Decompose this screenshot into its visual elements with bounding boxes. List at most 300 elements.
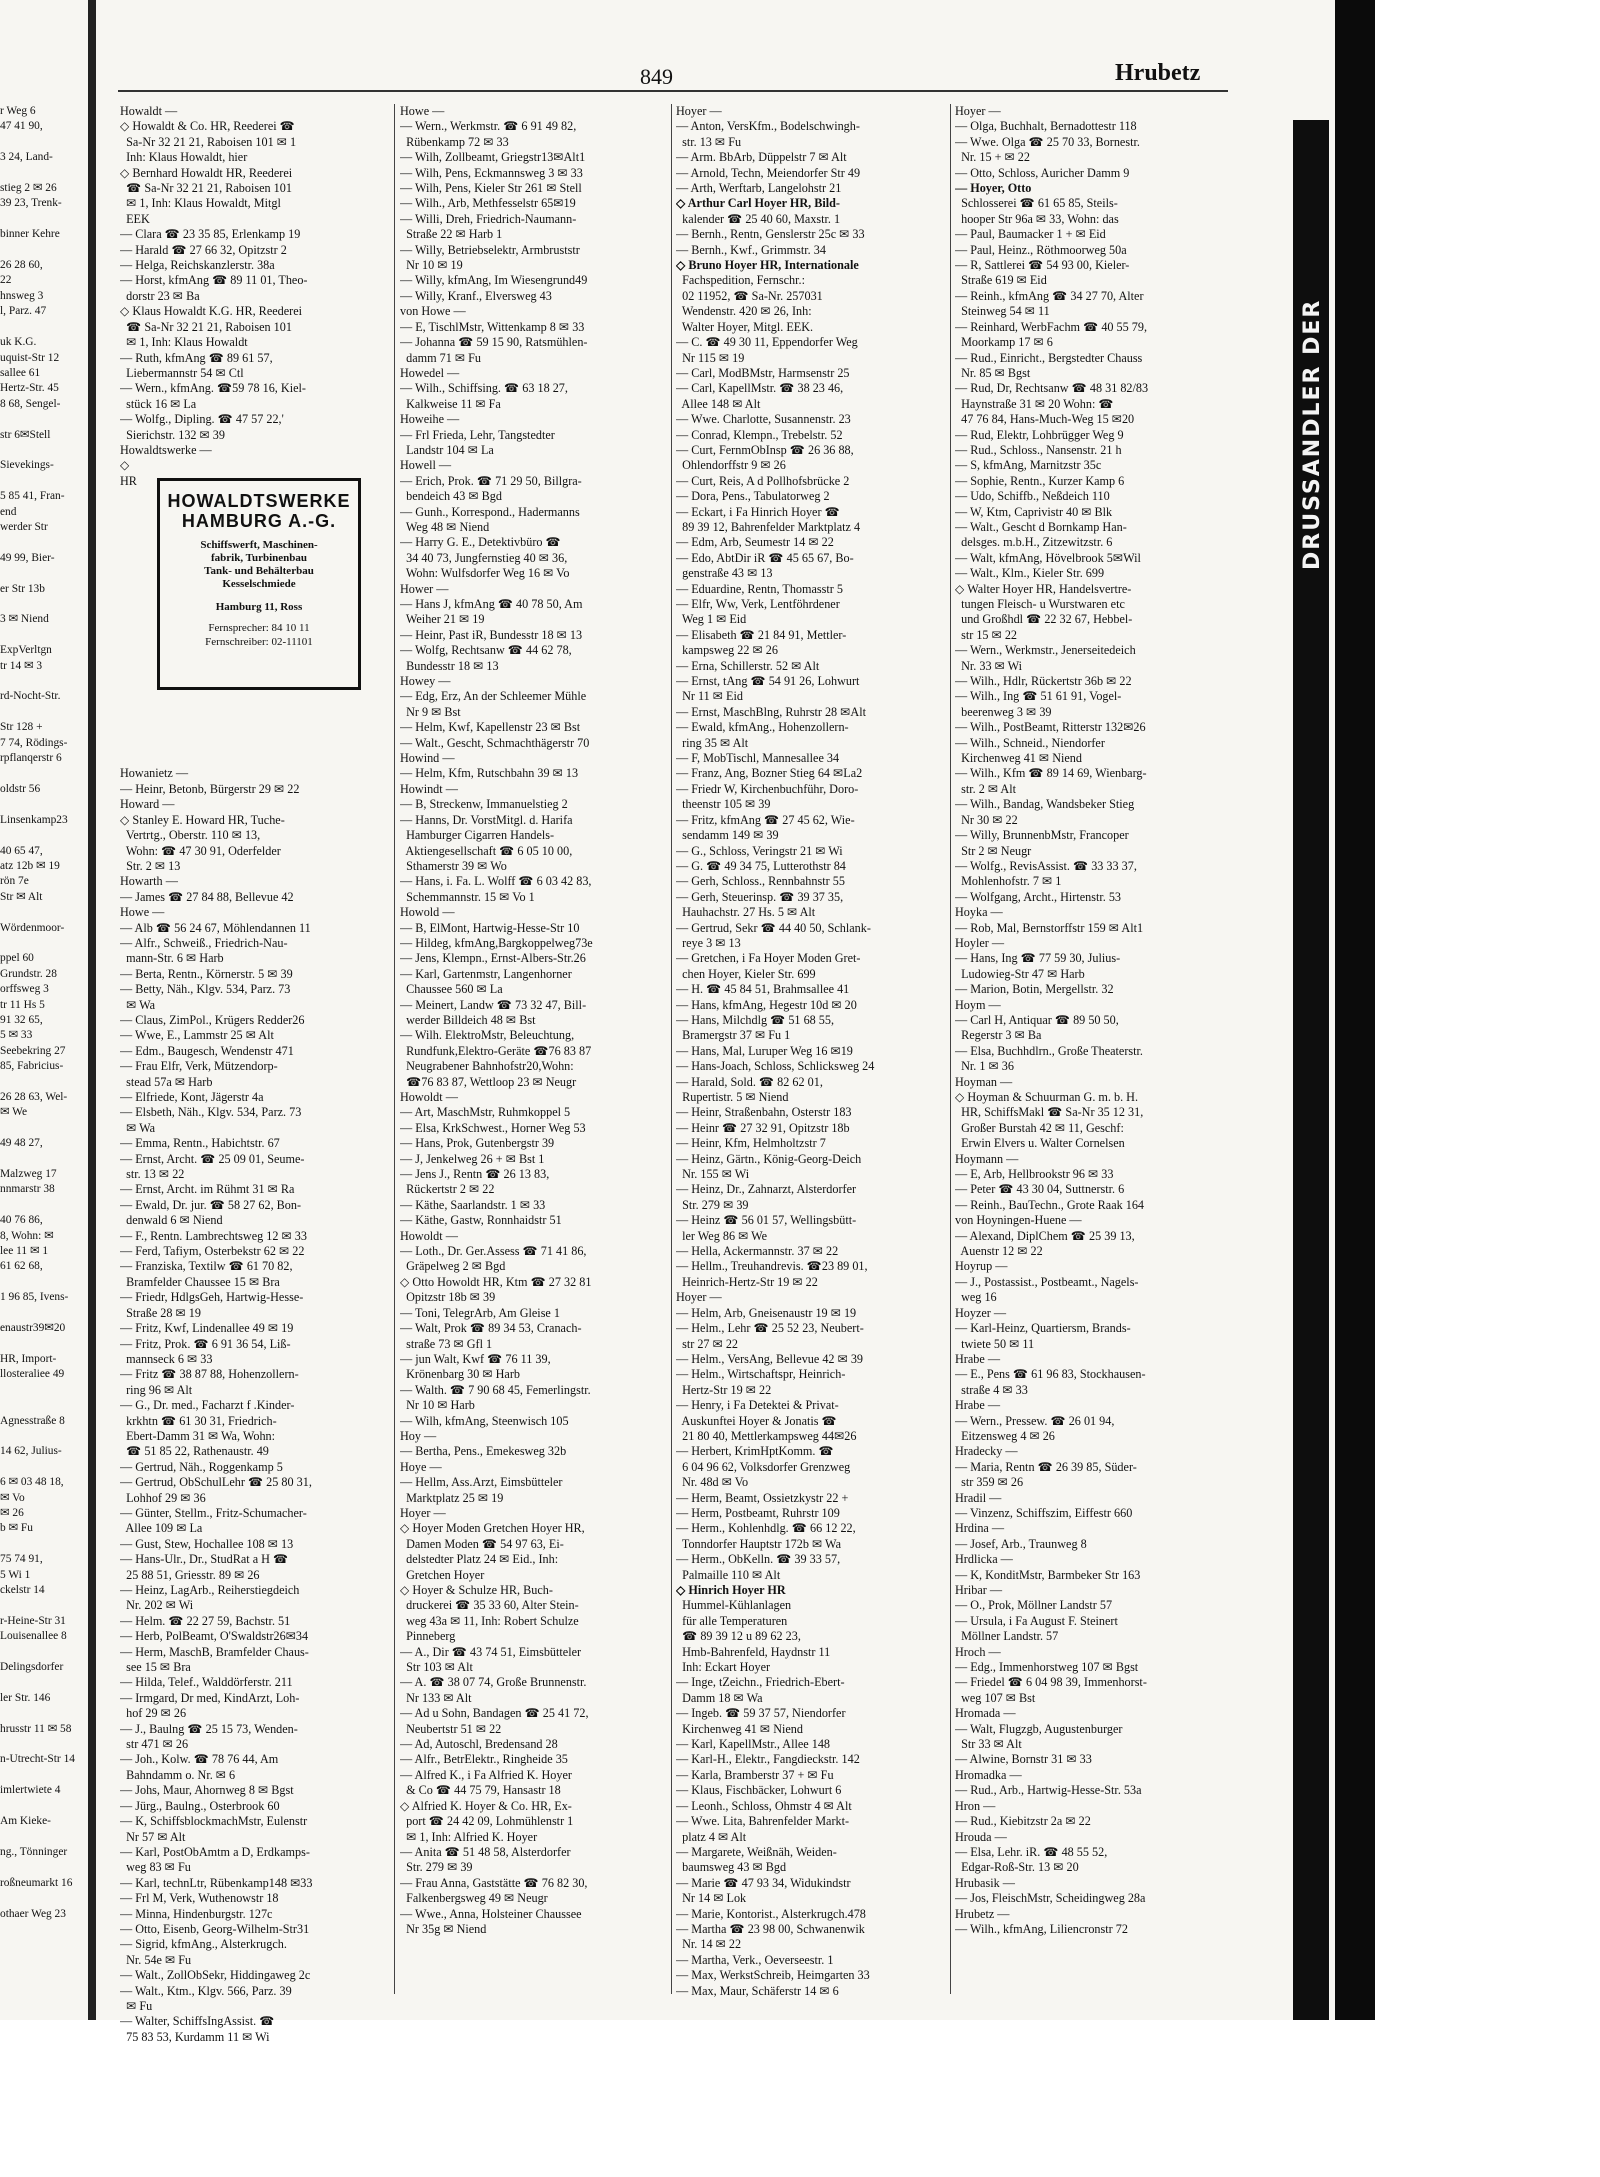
directory-entry-line: — Gerh, Steuerinsp. ☎ 39 37 35, bbox=[676, 889, 844, 904]
directory-entry-line bbox=[0, 1398, 86, 1413]
directory-entry-line: Wendenstr. 420 ✉ 26, Inh: bbox=[676, 304, 812, 319]
directory-entry-line: — Elsa, Lehr. iR. ☎ 48 55 52, bbox=[955, 1844, 1108, 1859]
directory-entry-line: Str 103 ✉ Alt bbox=[400, 1660, 473, 1675]
directory-entry-line bbox=[0, 1799, 86, 1814]
directory-entry-line: 5 85 41, Fran- bbox=[0, 490, 65, 503]
directory-entry-line: Gräpelweg 2 ✉ Bgd bbox=[400, 1259, 506, 1274]
directory-entry-line: — Anton, VersKfm., Bodelschwingh- bbox=[676, 119, 860, 134]
directory-entry-line: — Wwe. Lita, Bahrenfelder Markt- bbox=[676, 1814, 850, 1829]
directory-entry-line: ◇ Hoyman & Schuurman G. m. b. H. bbox=[955, 1090, 1139, 1104]
directory-entry-line: — Willy, Betriebselektr, Armbruststr bbox=[400, 242, 580, 257]
directory-entry-line: — Heinr ☎ 27 32 91, Opitzstr 18b bbox=[676, 1120, 850, 1135]
directory-entry-line bbox=[0, 628, 86, 643]
directory-entry-line: Damm 18 ✉ Wa bbox=[676, 1690, 763, 1705]
directory-entry-line: — Alfr., Schweiß., Friedrich-Nau- bbox=[120, 935, 288, 950]
directory-entry-line: — Herm, Beamt, Ossietzkystr 22 + bbox=[676, 1490, 849, 1505]
directory-entry-line: 61 62 68, bbox=[0, 1260, 43, 1273]
directory-entry-line bbox=[0, 1275, 86, 1290]
directory-entry-line: — Karl, PostObAmtm a D, Erdkamps- bbox=[120, 1844, 310, 1859]
directory-entry-line: — Hans, Ing ☎ 77 59 30, Julius- bbox=[955, 951, 1121, 966]
directory-entry-line: — Clara ☎ 23 35 85, Erlenkamp 19 bbox=[120, 227, 301, 242]
directory-entry-line bbox=[0, 674, 86, 689]
directory-entry-line: — Hilda, Telef., Walddörferstr. 211 bbox=[120, 1675, 293, 1690]
directory-entry-line bbox=[0, 1598, 86, 1613]
directory-entry-line: — Ernst, MaschBlng, Ruhrstr 28 ✉Alt bbox=[676, 704, 866, 719]
scan-border bbox=[1335, 0, 1375, 2020]
directory-entry-line: Nr 10 ✉ Harb bbox=[400, 1398, 475, 1413]
directory-entry-line: werder Billdeich 48 ✉ Bst bbox=[400, 1012, 536, 1027]
directory-entry-line: — Ewald, Dr. jur. ☎ 58 27 62, Bon- bbox=[120, 1197, 302, 1212]
directory-entry-line: — Hans J, kfmAng ☎ 40 78 50, Am bbox=[400, 597, 583, 611]
directory-entry-line: Weg 48 ✉ Niend bbox=[400, 519, 490, 534]
directory-entry-line: str 27 ✉ 22 bbox=[676, 1336, 739, 1351]
directory-entry-line: — Dora, Pens., Tabulatorweg 2 bbox=[676, 489, 830, 504]
directory-entry-line: ◇ Walter Hoyer HR, Handelsvertre- bbox=[955, 581, 1132, 596]
directory-entry-line: Inh: Eckart Hoyer bbox=[676, 1660, 771, 1675]
directory-entry-line: Rupertistr. 5 ✉ Niend bbox=[676, 1090, 789, 1104]
directory-entry-line: Hoyka — bbox=[955, 905, 1003, 920]
ad-title: HOWALDTSWERKE HAMBURG A.-G. bbox=[167, 491, 351, 531]
directory-entry-line: — J., Postassist., Postbeamt., Nagels- bbox=[955, 1274, 1139, 1289]
directory-entry-line: HR bbox=[120, 473, 137, 488]
directory-entry-line: str. 13 ✉ Fu bbox=[676, 134, 742, 149]
directory-entry-line: — Emma, Rentn., Habichtstr. 67 bbox=[120, 1136, 280, 1151]
directory-entry-line: — Martha, Verk., Oeverseestr. 1 bbox=[676, 1952, 834, 1967]
directory-entry-line: — B, Streckenw, Immanuelstieg 2 bbox=[400, 797, 568, 812]
directory-entry-line: Hoyer — bbox=[676, 104, 722, 118]
directory-entry-line bbox=[0, 1121, 86, 1136]
directory-entry-line: — Walt, kfmAng, Hövelbrook 5✉Wil bbox=[955, 550, 1141, 565]
directory-entry-line: bendeich 43 ✉ Bgd bbox=[400, 489, 502, 504]
directory-entry-line: — A. ☎ 38 07 74, Große Brunnenstr. bbox=[400, 1675, 587, 1690]
directory-entry-line: ckelstr 14 bbox=[0, 1584, 45, 1596]
directory-entry-line: — Frl M, Verk, Wuthenowstr 18 bbox=[120, 1891, 279, 1906]
directory-entry-line: — Marie ☎ 47 93 34, Widukindstr bbox=[676, 1875, 851, 1890]
directory-entry-line: — Johs, Maur, Ahornweg 8 ✉ Bgst bbox=[120, 1783, 294, 1798]
directory-entry-line: — Elfr, Ww, Verk, Lentföhrdener bbox=[676, 597, 840, 611]
directory-entry-line: — Helm., Lehr ☎ 25 52 23, Neubert- bbox=[676, 1321, 864, 1336]
directory-entry-line: — Ernst, Archt. im Rühmt 31 ✉ Ra bbox=[120, 1182, 295, 1197]
directory-entry-line: — Hellm, Ass.Arzt, Eimsbütteler bbox=[400, 1475, 563, 1490]
directory-entry-line: — Ursula, i Fa August F. Steinert bbox=[955, 1613, 1118, 1628]
directory-entry-line bbox=[0, 905, 86, 920]
directory-entry-line: 6 04 96 62, Volksdorfer Grenzweg bbox=[676, 1459, 851, 1474]
directory-entry-line: Pinneberg bbox=[400, 1629, 456, 1644]
directory-entry-line: straße 4 ✉ 33 bbox=[955, 1382, 1028, 1397]
directory-entry-line bbox=[120, 720, 390, 735]
directory-entry-line: — Gust, Stew, Hochallee 108 ✉ 13 bbox=[120, 1536, 294, 1551]
directory-entry-line: — Ingeb. ☎ 59 37 57, Niendorfer bbox=[676, 1706, 846, 1721]
directory-entry-line bbox=[0, 597, 86, 612]
directory-entry-line: rön 7e bbox=[0, 875, 29, 888]
directory-entry-line: Howarth — bbox=[120, 874, 178, 889]
directory-entry-line: Landstr 104 ✉ La bbox=[400, 442, 494, 457]
directory-entry-line: — Karl-Heinz, Quartiersm, Brands- bbox=[955, 1321, 1131, 1336]
directory-entry-line: ng., Tönninger bbox=[0, 1845, 68, 1858]
directory-entry-line: — K, KonditMstr, Barmbeker Str 163 bbox=[955, 1567, 1141, 1582]
directory-entry-line: Hoyler — bbox=[955, 935, 1005, 950]
directory-entry-line: 25 88 51, Griesstr. 89 ✉ 26 bbox=[120, 1567, 260, 1582]
directory-entry-line: — Willy, Kranf., Elversweg 43 bbox=[400, 288, 552, 303]
directory-entry-line: — Elsa, Buchhdlrn., Große Theaterstr. bbox=[955, 1043, 1143, 1058]
directory-entry-line: Howold — bbox=[400, 905, 455, 920]
directory-entry-line: Tonndorfer Hauptstr 172b ✉ Wa bbox=[676, 1536, 841, 1551]
directory-entry-line bbox=[0, 1537, 86, 1552]
directory-entry-line: ◇ Arthur Carl Hoyer HR, Bild- bbox=[676, 196, 840, 211]
directory-entry-line: er Str 13b bbox=[0, 582, 45, 595]
directory-entry-line: 8 68, Sengel- bbox=[0, 397, 61, 410]
directory-entry-line: Kirchenweg 41 ✉ Niend bbox=[676, 1721, 803, 1736]
directory-entry-line bbox=[0, 135, 86, 150]
directory-entry-line: — Rud., Einricht., Bergstedter Chauss bbox=[955, 350, 1143, 365]
directory-entry-line: — Karl, Gartenmstr, Langenhorner bbox=[400, 966, 572, 981]
directory-entry-line: 40 76 86, bbox=[0, 1214, 43, 1227]
directory-entry-line: Str. 279 ✉ 39 bbox=[676, 1197, 749, 1212]
directory-entry-line: ☎ 89 39 12 u 89 62 23, bbox=[676, 1629, 801, 1644]
directory-entry-line: chen Hoyer, Kieler Str. 699 bbox=[676, 966, 816, 981]
directory-entry-line bbox=[0, 1830, 86, 1845]
directory-entry-line: ExpVerltgn bbox=[0, 644, 52, 657]
directory-entry-line: — Berta, Rentn., Körnerstr. 5 ✉ 39 bbox=[120, 966, 293, 981]
directory-entry-line: ☎ 51 85 22, Rathenaustr. 49 bbox=[120, 1444, 269, 1459]
directory-entry-line: Seebekring 27 bbox=[0, 1044, 66, 1057]
directory-entry-line: ✉ Vo bbox=[0, 1491, 25, 1504]
directory-entry-line: und Großhdl ☎ 22 32 67, Hebbel- bbox=[955, 612, 1133, 627]
directory-entry-line: delstedter Platz 24 ✉ Eid., Inh: bbox=[400, 1552, 559, 1567]
directory-entry-line: hnsweg 3 bbox=[0, 289, 44, 302]
directory-entry-line: str 6✉Stell bbox=[0, 428, 51, 441]
directory-entry-line: — Rob, Mal, Bernstorffstr 159 ✉ Alt1 bbox=[955, 920, 1144, 935]
directory-entry-line: Nr. 202 ✉ Wi bbox=[120, 1598, 194, 1613]
directory-entry-line: — Max, WerkstSchreib, Heimgarten 33 bbox=[676, 1968, 870, 1983]
directory-entry-line: — Herm, Postbeamt, Ruhrstr 109 bbox=[676, 1505, 840, 1520]
directory-entry-line: Howoldt — bbox=[400, 1228, 458, 1243]
directory-entry-line: ler Weg 86 ✉ We bbox=[676, 1228, 768, 1243]
directory-entry-line: Nr 35g ✉ Niend bbox=[400, 1921, 487, 1936]
directory-entry-line: für alle Temperaturen bbox=[676, 1613, 788, 1628]
directory-entry-line: — Heinz ☎ 56 01 57, Wellingsbütt- bbox=[676, 1213, 857, 1228]
directory-entry-line: — Udo, Schiffb., Neßdeich 110 bbox=[955, 489, 1110, 504]
directory-entry-line: genstraße 43 ✉ 13 bbox=[676, 566, 773, 581]
directory-entry-line: ppel 60 bbox=[0, 952, 34, 965]
directory-entry-line: — Wolfgang, Archt., Hirtenstr. 53 bbox=[955, 889, 1122, 904]
directory-entry-line: stück 16 ✉ La bbox=[120, 396, 197, 411]
directory-entry-line: Hoyzer — bbox=[955, 1305, 1007, 1320]
directory-entry-line: 47 76 84, Hans-Much-Weg 15 ✉20 bbox=[955, 412, 1135, 427]
directory-entry-line: — F, MobTischl, Mannesallee 34 bbox=[676, 751, 840, 766]
directory-entry-line bbox=[0, 828, 86, 843]
directory-entry-line: Hoym — bbox=[955, 997, 1001, 1012]
directory-entry-line: Marktplatz 25 ✉ 19 bbox=[400, 1490, 504, 1505]
directory-entry-line: — Leonh., Schloss, Ohmstr 4 ✉ Alt bbox=[676, 1798, 852, 1813]
directory-entry-line: sallee 61 bbox=[0, 366, 41, 379]
directory-entry-line: HR, Import- bbox=[0, 1352, 57, 1365]
directory-entry-line: Howe — bbox=[400, 104, 445, 118]
directory-entry-line: Wohn: Wulfsdorfer Weg 16 ✉ Vo bbox=[400, 566, 570, 581]
column-divider bbox=[950, 104, 951, 1994]
directory-entry-line: — Harald, Sold. ☎ 82 62 01, bbox=[676, 1074, 823, 1089]
directory-entry-line: — J, Jenkelweg 26 + ✉ Bst 1 bbox=[400, 1151, 545, 1166]
directory-entry-line: — Ewald, kfmAng., Hohenzollern- bbox=[676, 720, 849, 735]
howaldtswerke-advertisement bbox=[157, 478, 361, 690]
directory-entry-line: Sa-Nr 32 21 21, Raboisen 101 ✉ 1 bbox=[120, 134, 297, 149]
directory-entry-line: lee 11 ✉ 1 bbox=[0, 1245, 49, 1258]
directory-entry-line: — Wilh., kfmAng, Liliencronstr 72 bbox=[955, 1921, 1128, 1936]
directory-entry-line bbox=[0, 1383, 86, 1398]
directory-entry-line: — Hellm., Treuhandrevis. ☎23 89 01, bbox=[676, 1259, 868, 1274]
directory-entry-line bbox=[0, 243, 86, 258]
directory-entry-line: — Hanns, Dr. VorstMitgl. d. Harifa bbox=[400, 812, 573, 827]
directory-entry-line: Inh: Klaus Howaldt, hier bbox=[120, 150, 248, 165]
directory-entry-line: Rückertstr 2 ✉ 22 bbox=[400, 1182, 495, 1197]
directory-entry-line: krkhtn ☎ 61 30 31, Friedrich- bbox=[120, 1413, 277, 1428]
directory-entry-line: Allee 109 ✉ La bbox=[120, 1521, 203, 1536]
directory-entry-line: — Claus, ZimPol., Krügers Redder26 bbox=[120, 1012, 305, 1027]
directory-entry-line: Hromadka — bbox=[955, 1767, 1022, 1782]
directory-entry-line: — Heinz, Gärtn., König-Georg-Deich bbox=[676, 1151, 862, 1166]
directory-entry-line: — Marion, Botin, Mergellstr. 32 bbox=[955, 982, 1114, 997]
directory-entry-line: r Weg 6 bbox=[0, 105, 36, 117]
directory-entry-line bbox=[0, 474, 86, 489]
directory-entry-line: — Ernst, tAng ☎ 54 91 26, Lohwurt bbox=[676, 674, 860, 689]
directory-entry-line bbox=[0, 1460, 86, 1475]
directory-entry-line: — G., Schloss, Veringstr 21 ✉ Wi bbox=[676, 843, 843, 858]
directory-entry-line: llosteraliee 49 bbox=[0, 1368, 65, 1381]
directory-entry-line: — Hans, Prok, Gutenbergstr 39 bbox=[400, 1136, 555, 1151]
directory-entry-line: — Willy, kfmAng, Im Wiesengrund49 bbox=[400, 273, 588, 288]
directory-entry-line: Hradil — bbox=[955, 1490, 1002, 1505]
directory-entry-line: — Wilh, Pens, Eckmannsweg 3 ✉ 33 bbox=[400, 165, 583, 180]
directory-entry-line: 49 48 27, bbox=[0, 1137, 43, 1150]
directory-entry-line: Hoyrup — bbox=[955, 1259, 1008, 1274]
directory-entry-line: ☎ Sa-Nr 32 21 21, Raboisen 101 bbox=[120, 319, 292, 334]
directory-entry-line: — Heinr, Straßenbahn, Osterstr 183 bbox=[676, 1105, 852, 1120]
directory-entry-line: Howe — bbox=[120, 905, 165, 920]
directory-entry-line: — Wern., kfmAng. ☎59 78 16, Kiel- bbox=[120, 381, 306, 396]
directory-entry-line: — Henry, i Fa Detektei & Privat- bbox=[676, 1398, 839, 1413]
column-divider bbox=[394, 104, 395, 1994]
directory-entry-line: Walter Hoyer, Mitgl. EEK. bbox=[676, 319, 814, 334]
directory-entry-line: imlertwiete 4 bbox=[0, 1784, 61, 1797]
directory-entry-line: Hower — bbox=[400, 581, 449, 596]
directory-entry-line: — Karla, Bramberstr 37 + ✉ Fu bbox=[676, 1767, 834, 1782]
directory-entry-line: — Bernh., Kwf., Grimmstr. 34 bbox=[676, 242, 826, 257]
directory-entry-line: Hoye — bbox=[400, 1459, 442, 1474]
directory-entry-line: — Alexand, DiplChem ☎ 25 39 13, bbox=[955, 1228, 1135, 1243]
directory-entry-line: tr 11 Hs 5 bbox=[0, 998, 45, 1011]
directory-entry-line: — Toni, TelegrArb, Am Gleise 1 bbox=[400, 1305, 560, 1320]
directory-entry-line: — Alb ☎ 56 24 67, Möhlendannen 11 bbox=[120, 920, 311, 935]
directory-entry-line: Louisenallee 8 bbox=[0, 1630, 67, 1643]
directory-entry-line: — Bernh., Rentn, Genslerstr 25c ✉ 33 bbox=[676, 227, 865, 242]
directory-entry-line: 6 ✉ 03 48 18, bbox=[0, 1476, 64, 1489]
directory-entry-line: — Rud., Schloss., Nansenstr. 21 h bbox=[955, 442, 1122, 457]
directory-entry-line: Weg 1 ✉ Eid bbox=[676, 612, 747, 627]
directory-entry-line: Nr. 48d ✉ Vo bbox=[676, 1475, 749, 1490]
directory-entry-line: — Gunh., Korrespond., Hadermanns bbox=[400, 504, 580, 519]
directory-entry-line: Str. 279 ✉ 39 bbox=[400, 1860, 473, 1875]
directory-entry-line: — Gretchen, i Fa Hoyer Moden Gret- bbox=[676, 951, 861, 966]
directory-entry-line: — Walt., Gescht d Bornkamp Han- bbox=[955, 519, 1127, 534]
directory-entry-line: uquist-Str 12 bbox=[0, 351, 60, 364]
directory-entry-line: — Wern., Pressew. ☎ 26 01 94, bbox=[955, 1413, 1115, 1428]
directory-entry-line: Weiher 21 ✉ 19 bbox=[400, 612, 485, 627]
directory-entry-line: — Gertrud, Sekr ☎ 44 40 50, Schlank- bbox=[676, 920, 871, 935]
directory-entry-line: 75 83 53, Kurdamm 11 ✉ Wi bbox=[120, 2029, 270, 2044]
directory-entry-line: kalender ☎ 25 40 60, Maxstr. 1 bbox=[676, 211, 841, 226]
directory-entry-line: — Hans-Ulr., Dr., StudRat a H ☎ bbox=[120, 1552, 289, 1567]
directory-entry-line: Möllner Landstr. 57 bbox=[955, 1629, 1059, 1644]
directory-entry-line: — Wilh, Zollbeamt, Griegstr13✉Alt1 bbox=[400, 150, 586, 165]
directory-entry-line: — Art, MaschMstr, Ruhmkoppel 5 bbox=[400, 1105, 571, 1120]
directory-entry-line: tungen Fleisch- u Wurstwaren etc bbox=[955, 597, 1125, 611]
directory-entry-line: Hoyman — bbox=[955, 1074, 1013, 1089]
directory-entry-line: — Friedr W, Kirchenbuchführ, Doro- bbox=[676, 781, 859, 796]
directory-entry-line: — Eduardine, Rentn, Thomasstr 5 bbox=[676, 581, 843, 596]
directory-entry-line: binner Kehre bbox=[0, 228, 60, 241]
directory-entry-line: — Edm, Arb, Seumestr 14 ✉ 22 bbox=[676, 535, 834, 550]
directory-entry-line: — Elisabeth ☎ 21 84 91, Mettler- bbox=[676, 627, 847, 642]
directory-entry-line: ☎76 83 87, Wettloop 23 ✉ Neugr bbox=[400, 1074, 577, 1089]
directory-entry-line: orffsweg 3 bbox=[0, 983, 49, 996]
directory-entry-line: — Rud., Arb., Hartwig-Hesse-Str. 53a bbox=[955, 1783, 1142, 1798]
directory-entry-line: — Horst, kfmAng ☎ 89 11 01, Theo- bbox=[120, 273, 308, 288]
directory-entry-line: Hradecky — bbox=[955, 1444, 1018, 1459]
directory-entry-line: — Walth. ☎ 7 90 68 45, Femerlingstr. bbox=[400, 1382, 591, 1397]
directory-entry-line: — Wern., Werkmstr. ☎ 6 91 49 82, bbox=[400, 119, 577, 134]
directory-entry-line: — Wilh., Hdlr, Rückertstr 36b ✉ 22 bbox=[955, 674, 1132, 689]
column-divider bbox=[671, 104, 672, 1994]
directory-entry-line: Hrabe — bbox=[955, 1351, 1001, 1366]
directory-entry-line: — Loth., Dr. Ger.Assess ☎ 71 41 86, bbox=[400, 1244, 587, 1259]
directory-entry-line: — Reinh., kfmAng ☎ 34 27 70, Alter bbox=[955, 288, 1144, 303]
directory-entry-line: — Vinzenz, Schiffszim, Eiffestr 660 bbox=[955, 1505, 1133, 1520]
directory-entry-line: — Wilh., Bandag, Wandsbeker Stieg bbox=[955, 797, 1135, 812]
directory-entry-line: see 15 ✉ Bra bbox=[120, 1660, 191, 1675]
directory-entry-line: — Wilh., Arb, Methfesselstr 65✉19 bbox=[400, 196, 576, 211]
directory-entry-line: — Sophie, Rentn., Kurzer Kamp 6 bbox=[955, 473, 1125, 488]
directory-entry-line: ◇ Hinrich Hoyer HR bbox=[676, 1583, 786, 1597]
directory-entry-line: stieg 2 ✉ 26 bbox=[0, 182, 57, 195]
directory-entry-line: — Käthe, Gastw, Ronnhaidstr 51 bbox=[400, 1213, 562, 1228]
directory-entry-line: — Gerh, Schloss., Rennbahnstr 55 bbox=[676, 874, 845, 889]
directory-entry-line: ✉ 1, Inh: Klaus Howaldt bbox=[120, 335, 248, 350]
directory-entry-line: — Otto, Schloss, Auricher Damm 9 bbox=[955, 165, 1130, 180]
directory-entry-line: Neugrabener Bahnhofstr20,Wohn: bbox=[400, 1059, 574, 1074]
directory-entry-line: Damen Moden ☎ 54 97 63, Ei- bbox=[400, 1536, 564, 1551]
directory-entry-line: Edgar-Roß-Str. 13 ✉ 20 bbox=[955, 1860, 1079, 1875]
directory-entry-line: oldstr 56 bbox=[0, 782, 41, 795]
directory-entry-line: rd-Nocht-Str. bbox=[0, 690, 61, 703]
directory-entry-line: — Jos, FleischMstr, Scheidingweg 28a bbox=[955, 1891, 1146, 1906]
directory-entry-line bbox=[0, 797, 86, 812]
directory-entry-line: Ebert-Damm 31 ✉ Wa, Wohn: bbox=[120, 1428, 276, 1443]
directory-entry-line: Str. 2 ✉ 13 bbox=[120, 858, 181, 873]
directory-entry-line: 75 74 91, bbox=[0, 1553, 43, 1566]
directory-entry-line: straße 73 ✉ Gfl 1 bbox=[400, 1336, 493, 1351]
directory-entry-line: Palmaille 110 ✉ Alt bbox=[676, 1567, 781, 1582]
directory-entry-line: Kalkweise 11 ✉ Fa bbox=[400, 396, 501, 411]
directory-entry-line: — Max, Maur, Schäferstr 14 ✉ 6 bbox=[676, 1983, 839, 1998]
directory-entry-line: & Co ☎ 44 75 79, Hansastr 18 bbox=[400, 1783, 561, 1798]
directory-entry-line bbox=[0, 1075, 86, 1090]
directory-entry-line: — Maria, Rentn ☎ 26 39 85, Süder- bbox=[955, 1459, 1137, 1474]
directory-entry-line: — Alfred K., i Fa Alfried K. Hoyer bbox=[400, 1767, 572, 1782]
directory-entry-line: Howedel — bbox=[400, 365, 460, 380]
directory-entry-line: ☎ Sa-Nr 32 21 21, Raboisen 101 bbox=[120, 181, 292, 196]
directory-entry-line: — Betty, Näh., Klgv. 534, Parz. 73 bbox=[120, 982, 291, 997]
directory-entry-line: sendamm 149 ✉ 39 bbox=[676, 828, 779, 843]
directory-entry-line: theenstr 105 ✉ 39 bbox=[676, 797, 771, 812]
directory-entry-line: 39 23, Trenk- bbox=[0, 197, 62, 210]
directory-entry-line: Bundesstr 18 ✉ 13 bbox=[400, 658, 499, 673]
directory-entry-line: Vertrtg., Oberstr. 110 ✉ 13, bbox=[120, 828, 261, 843]
directory-entry-line: Hromada — bbox=[955, 1706, 1016, 1721]
directory-entry-line: Ludowieg-Str 47 ✉ Harb bbox=[955, 966, 1085, 981]
directory-entry-line: Linsenkamp23 bbox=[0, 813, 68, 826]
directory-entry-line: Hauhachstr. 27 Hs. 5 ✉ Alt bbox=[676, 905, 816, 920]
directory-entry-line: 14 62, Julius- bbox=[0, 1445, 62, 1458]
directory-entry-line: 3 ✉ Niend bbox=[0, 613, 49, 626]
directory-entry-line: — Minna, Hindenburgstr. 127c bbox=[120, 1906, 273, 1921]
directory-entry-line: Ohlendorffstr 9 ✉ 26 bbox=[676, 458, 786, 473]
edge-stamp-text: DRUSSANDLER DER bbox=[1300, 298, 1325, 570]
directory-entry-line: — Hoyer, Otto bbox=[955, 181, 1032, 196]
directory-entry-line bbox=[0, 566, 86, 581]
directory-entry-line: — Hildeg, kfmAng,Bargkoppelweg73e bbox=[400, 935, 593, 950]
directory-entry-line: ◇ Hoyer Moden Gretchen Hoyer HR, bbox=[400, 1521, 585, 1536]
directory-entry-line bbox=[120, 705, 390, 720]
directory-entry-line: Mohlenhofstr. 7 ✉ 1 bbox=[955, 874, 1062, 889]
directory-entry-line: Rundfunk,Elektro-Geräte ☎76 83 87 bbox=[400, 1043, 592, 1058]
directory-entry-line: — Heinr, Past iR, Bundesstr 18 ✉ 13 bbox=[400, 627, 583, 642]
directory-entry-line: — Irmgard, Dr med, KindArzt, Loh- bbox=[120, 1690, 300, 1705]
directory-entry-line bbox=[0, 412, 86, 427]
directory-entry-line: 21 80 40, Mettlerkampsweg 44✉26 bbox=[676, 1428, 857, 1443]
directory-entry-line: — Alfr., BetrElektr., Ringheide 35 bbox=[400, 1752, 568, 1767]
directory-entry-line: — Harry G. E., Detektivbüro ☎ bbox=[400, 535, 561, 550]
directory-entry-line: Bramfelder Chaussee 15 ✉ Bra bbox=[120, 1274, 280, 1289]
directory-entry-line: — Martha ☎ 23 98 00, Schwanenwik bbox=[676, 1921, 865, 1936]
directory-entry-line: — Walt, Prok ☎ 89 34 53, Cranach- bbox=[400, 1321, 582, 1336]
directory-entry-line: str. 13 ✉ 22 bbox=[120, 1167, 185, 1182]
directory-entry-line: — Wern., Werkmstr., Jenerseitedeich bbox=[955, 643, 1136, 658]
directory-entry-line: — Walt., Klm., Kieler Str. 699 bbox=[955, 566, 1105, 581]
directory-entry-line: 5 Wi 1 bbox=[0, 1568, 31, 1581]
directory-entry-line bbox=[0, 443, 86, 458]
directory-entry-line: — R, Sattlerei ☎ 54 93 00, Kieler- bbox=[955, 258, 1130, 273]
directory-entry-line: 85, Fabricius- bbox=[0, 1060, 64, 1073]
directory-entry-line: delsges. m.b.H., Zitzewitzstr. 6 bbox=[955, 535, 1113, 550]
directory-entry-line: — Edg., Immenhorstweg 107 ✉ Bgst bbox=[955, 1660, 1139, 1675]
directory-entry-line: Kirchenweg 41 ✉ Niend bbox=[955, 751, 1082, 766]
directory-entry-line: — Herm, MaschB, Bramfelder Chaus- bbox=[120, 1644, 309, 1659]
directory-entry-line: hof 29 ✉ 26 bbox=[120, 1706, 187, 1721]
directory-entry-line: — Walt, Flugzgb, Augustenburger bbox=[955, 1721, 1123, 1736]
directory-entry-line: — Fritz, Kwf, Lindenallee 49 ✉ 19 bbox=[120, 1321, 294, 1336]
directory-entry-line: — E., Pens ☎ 61 96 83, Stockhausen- bbox=[955, 1367, 1146, 1382]
directory-entry-line: — Wilh, kfmAng, Steenwisch 105 bbox=[400, 1413, 569, 1428]
directory-entry-line: — Reinh., BauTechn., Grote Raak 164 bbox=[955, 1197, 1145, 1212]
directory-entry-line: Delingsdorfer bbox=[0, 1661, 64, 1674]
directory-entry-line bbox=[0, 766, 86, 781]
directory-entry-line: Nr 14 ✉ Lok bbox=[676, 1891, 747, 1906]
directory-entry-line: — Herm., ObKelln. ☎ 39 33 57, bbox=[676, 1552, 841, 1567]
directory-entry-line: — Franziska, Textilw ☎ 61 70 82, bbox=[120, 1259, 293, 1274]
directory-entry-line: — Heinz, Dr., Zahnarzt, Alsterdorfer bbox=[676, 1182, 857, 1197]
directory-entry-line: — Jens, Klempn., Ernst-Albers-Str.26 bbox=[400, 951, 586, 966]
directory-entry-line: Nr 30 ✉ 22 bbox=[955, 812, 1018, 827]
